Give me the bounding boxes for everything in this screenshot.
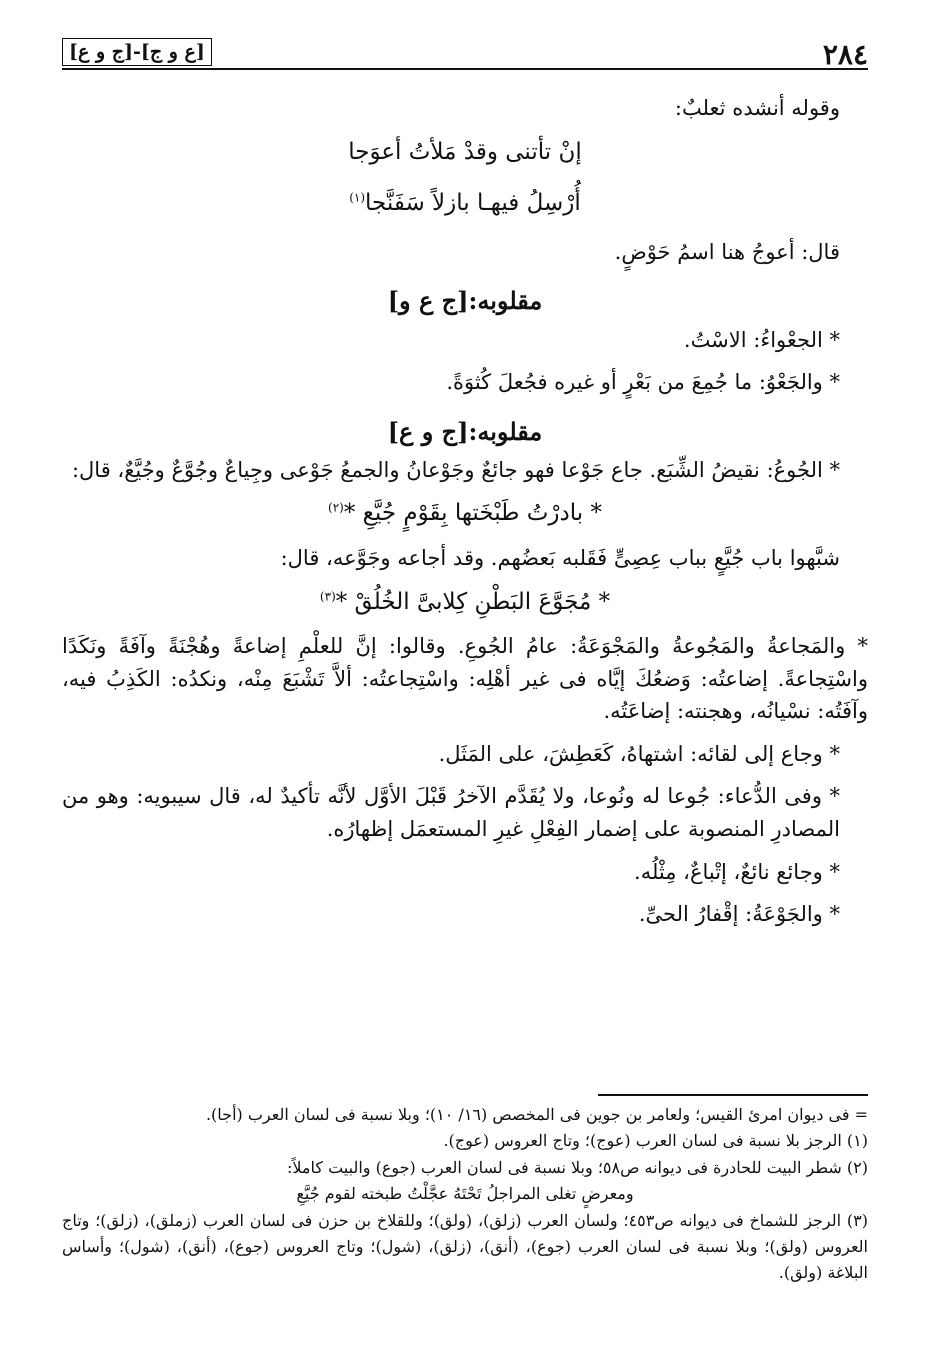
- page-header: [62, 30, 868, 72]
- verse-3-text: * بادرْتُ طَبْخَتها بِقَوْمٍ جُيَّعِ *: [343, 500, 602, 527]
- footnote-ref-2: (٢): [328, 500, 344, 515]
- entry-jawa: * والجَوْعَةُ: إقْفارُ الحىِّ.: [638, 902, 840, 927]
- verse-2: [62, 186, 868, 222]
- footnote-3: (٣) الرجز للشماخ فى ديوانه ص٤٥٣؛ ولسان العرب (زلق)، (ولق)؛ وللقلاخ بن حزن فى لسان العرب (زملق)، (زلق)؛ وتاج العروس (ولق)؛ وبلا نسبة فى لسان العرب (جوع)، (أنق)، (زلق)، (شول)؛ وتاج العروس (جوع)، (أنق)، (شول)؛ وأساس البلاغة (ولق).: [62, 1210, 868, 1283]
- verse-4-text: * مُجَوَّعَ البَطْنِ كِلابىَّ الخُلُقْ *: [335, 588, 611, 615]
- entry-jaa-ila: * وجاع إلى لقائه: اشتهاهُ، كَعَطِشَ، على المَثَل.: [438, 741, 840, 766]
- section-heading-1: مقلوبه:[ج ع و]: [387, 286, 543, 316]
- root-label-box: [ع و ج]-[ج و ع]: [62, 38, 212, 66]
- footnote-ref-1: (١): [349, 190, 366, 205]
- section-heading-2: مقلوبه:[ج و ع]: [387, 416, 543, 446]
- header-rule: [62, 68, 868, 70]
- entry-dua: * وفى الدُّعاء: جُوعا له ونُوعا، ولا يُقَدَّم الآخرُ قَبْلَ الأوَّل لأنَّه تأكيدٌ له، قال سيبويه: وهو من المصادرِ المنصوبة على إضمار الفِعْلِ غيرِ المستعمَل إظهارُه.: [62, 784, 840, 841]
- footnote-ref-3: (٣): [319, 588, 336, 603]
- entry-jaie-naie: * وجائع نائعٌ، إتْباعٌ، مِثْلُه.: [634, 859, 840, 884]
- entry-jua: * الجُوعُ: نقيضُ الشِّبَع. جاع جَوْعا فهو جائعٌ وجَوْعانُ والجمعُ جَوْعى وجِياعٌ وجُوَّعٌ وجُيَّعٌ، قال:: [71, 457, 840, 482]
- entry-majaa: * والمَجاعةُ والمَجُوعةُ والمَجْوَعَةُ: عامُ الجُوعِ. وقالوا: إنَّ للعلْمِ إضاعةً وهُجْنَةً وآفَةً ونَكَدًا واسْتِجاعةً. إضاعتُه: وَضعُكَ إيَّاه فى غير أهْلِه: واسْتِجاعتُه: ألاَّ تَشْبَعَ مِنْه، ونكدُه: الكَذِبُ فيه، وآفَتُه: نسْيانُه، وهجنته: إضاعَتُه.: [62, 634, 868, 724]
- verse-1: إنْ تأتنى وقدْ مَلأتُ أعوَجا: [348, 138, 582, 165]
- page-number: ٢٨٤: [822, 38, 868, 71]
- intro-line: وقوله أنشده ثعلبٌ:: [674, 96, 840, 120]
- verse-4: [62, 585, 868, 621]
- footnotes: [62, 1102, 868, 1287]
- qala-line: قال: أعوجُ هنا اسمُ حَوْضٍ.: [614, 239, 840, 264]
- footnote-2: (٢) شطر البيت للحادرة فى ديوانه ص٥٨؛ وبلا نسبة فى لسان العرب (جوع) والبيت كاملاً:: [286, 1157, 868, 1177]
- footnote-2-verse: ومعرضٍ تغلى المراجلُ تَحْتَهُ عجَّلْتُ طبخته لقوم جُيَّعِ: [296, 1184, 634, 1204]
- entry-jaw-b: * والجَعْوُ: ما جُمِعَ من بَعْرٍ أو غيره فجُعلَ كُثوَةً.: [446, 370, 840, 395]
- entry-jaw-a: * الجعْواءُ: الاسْتُ.: [683, 327, 840, 352]
- footnote-continued: = فى ديوان امرئ القيس؛ ولعامر بن جوين فى المخصص (١٦/ ١٠)؛ وبلا نسبة فى لسان العرب (أجا).: [205, 1105, 868, 1124]
- paragraph-shabbahu: شبَّهوا باب جُيَّعٍ بباب عِصِىٍّ فَقَلبه بَعضُهم. وقد أجاعه وجَوَّعه، قال:: [280, 546, 840, 571]
- main-text: [62, 92, 868, 931]
- footnote-1: (١) الرجز بلا نسبة فى لسان العرب (عوج)؛ وتاج العروس (عوج).: [443, 1131, 868, 1151]
- verse-2-text: أُرْسِلُ فيهـا بازلاً سَفَنَّجا: [365, 190, 581, 217]
- verse-3: [62, 496, 868, 532]
